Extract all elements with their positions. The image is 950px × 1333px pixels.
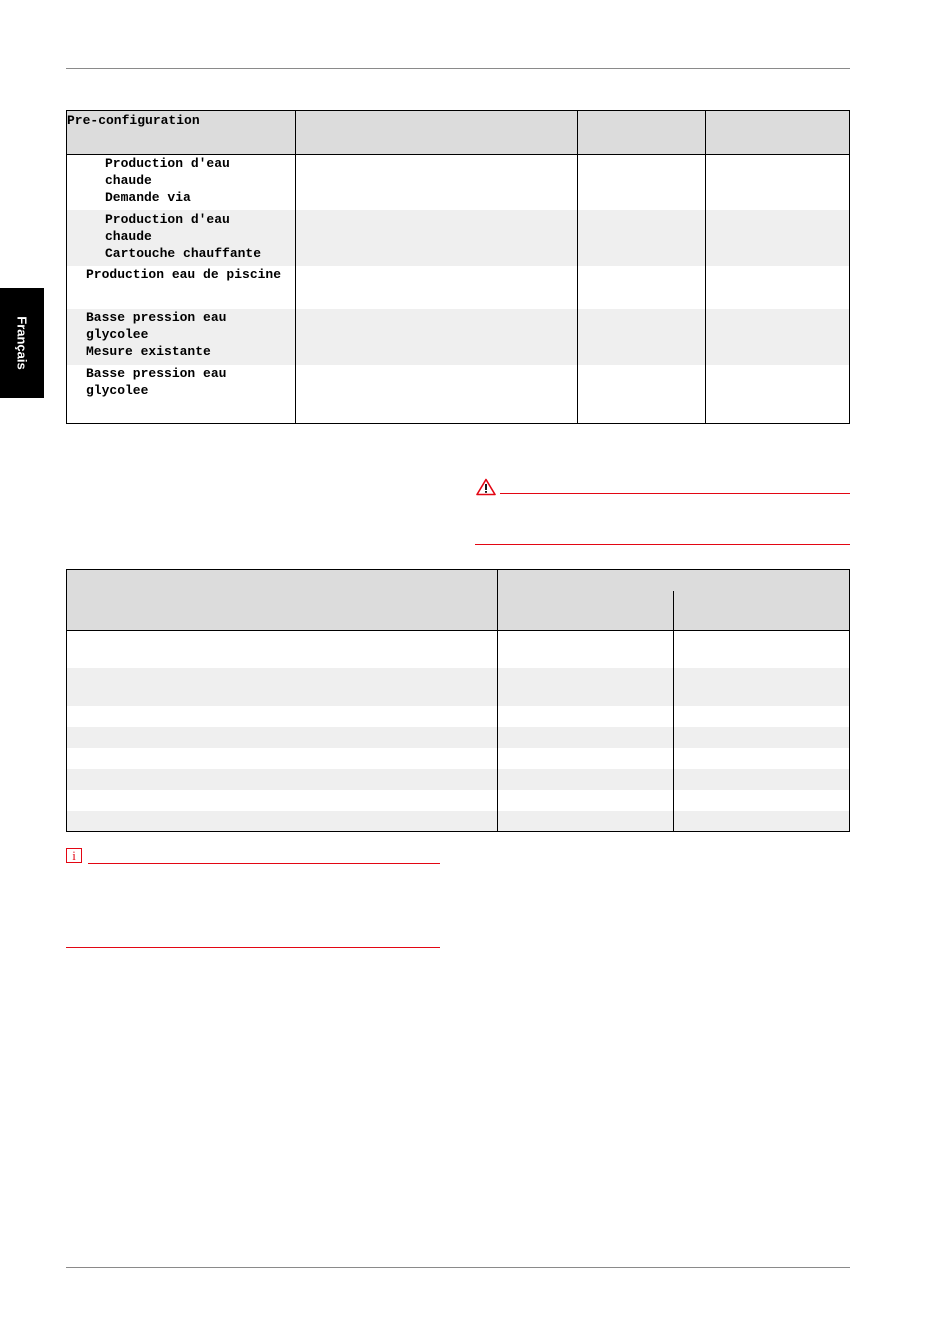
warning-bottom-rule: [475, 544, 850, 545]
row-label-line: Production d'eau: [105, 156, 230, 171]
row-label-line: chaude: [105, 173, 152, 188]
row-label-line: chaude: [105, 229, 152, 244]
row-label-line: glycolee: [86, 383, 149, 398]
row-label-line: Demande via: [105, 190, 191, 205]
values-table: [66, 569, 850, 832]
table-row: [67, 365, 849, 423]
info-top-rule: [88, 863, 440, 864]
table-header-label: Pre-configuration: [67, 113, 200, 128]
table-row: [67, 309, 849, 365]
row-label-line: Cartouche chauffante: [105, 246, 262, 261]
column-divider: [577, 111, 578, 423]
row-label-line: Basse pression eau: [86, 310, 227, 325]
table-row: [67, 266, 849, 309]
row-label-line: glycolee: [86, 327, 149, 342]
row-label-line: Basse pression eau: [86, 366, 227, 381]
table-row: [67, 668, 849, 706]
language-tab: [0, 288, 44, 398]
row-label-line: Production d'eau: [105, 212, 230, 227]
table-row: [67, 154, 849, 210]
preconfiguration-table: [66, 110, 850, 424]
row-label-line: Mesure existante: [86, 344, 211, 359]
table-header: [67, 111, 849, 155]
column-divider: [673, 591, 674, 831]
table-row: [67, 811, 849, 831]
warning-top-rule: [500, 493, 850, 494]
warning-triangle-icon: [476, 478, 496, 496]
row-label-line: Production eau de piscine: [86, 267, 282, 282]
language-tab-label: Français: [14, 316, 30, 370]
info-icon: i: [66, 848, 82, 863]
column-divider: [295, 111, 296, 423]
table-row: [67, 769, 849, 790]
column-divider: [497, 570, 498, 831]
table-row: [67, 210, 849, 266]
bottom-rule: [66, 1267, 850, 1268]
table-row: [67, 727, 849, 748]
table-header: [67, 570, 849, 631]
top-rule: [66, 68, 850, 69]
column-divider: [705, 111, 706, 423]
info-bottom-rule: [66, 947, 440, 948]
